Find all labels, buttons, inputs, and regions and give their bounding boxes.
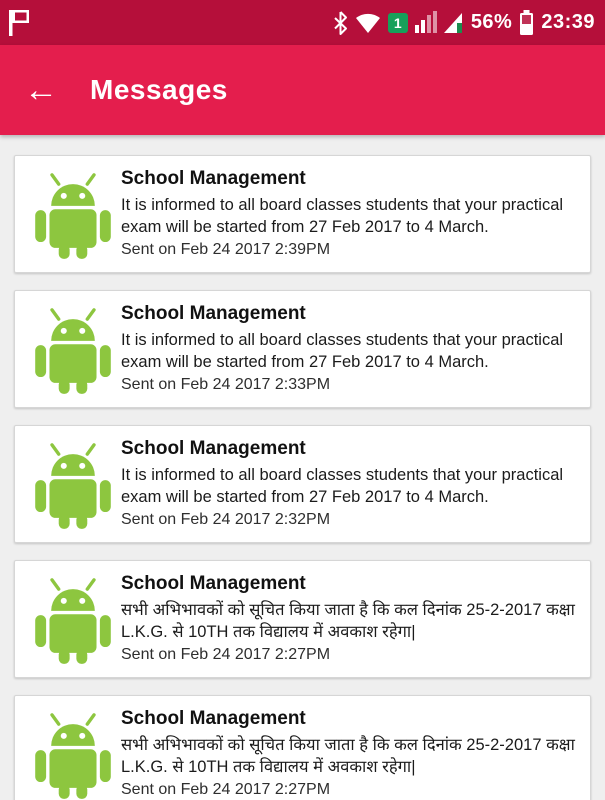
android-robot-icon — [25, 573, 121, 665]
page-title: Messages — [90, 74, 228, 105]
android-robot-icon — [25, 438, 121, 530]
message-body: सभी अभिभावकों को सूचित किया जाता है कि कल दिनांक 25-2-2017 कक्षा L.K.G. से 10TH तक विद्यालय में अवकाश रहेगा| — [121, 736, 575, 777]
message-card[interactable] — [14, 155, 591, 273]
message-body: सभी अभिभावकों को सूचित किया जाता है कि कल दिनांक 25-2-2017 कक्षा L.K.G. से 10TH तक विद्यालय में अवकाश रहेगा| — [121, 601, 575, 642]
message-list — [0, 135, 605, 800]
message-sent-timestamp: Sent on Feb 24 2017 2:32PM — [121, 511, 331, 529]
message-title: School Management — [121, 438, 306, 459]
message-body: It is informed to all board classes students that your practical exam will be started from 27 Feb 2017 to 4 March. — [121, 331, 564, 372]
flag-icon — [6, 8, 32, 38]
wifi-icon — [355, 12, 381, 34]
message-title: School Management — [121, 168, 306, 189]
android-robot-icon — [25, 168, 121, 260]
message-body: It is informed to all board classes students that your practical exam will be started from 27 Feb 2017 to 4 March. — [121, 196, 564, 237]
message-card[interactable] — [14, 695, 591, 800]
message-card[interactable] — [14, 290, 591, 408]
message-card[interactable] — [14, 425, 591, 543]
signal-bars-icon — [415, 11, 437, 35]
battery-icon — [519, 10, 534, 36]
signal-bars-2-icon — [444, 11, 464, 35]
android-robot-icon — [25, 303, 121, 395]
message-title: School Management — [121, 573, 306, 594]
message-sent-timestamp: Sent on Feb 24 2017 2:27PM — [121, 646, 331, 664]
android-robot-icon — [25, 708, 121, 800]
message-body: It is informed to all board classes students that your practical exam will be started from 27 Feb 2017 to 4 March. — [121, 466, 564, 507]
message-sent-timestamp: Sent on Feb 24 2017 2:33PM — [121, 376, 331, 394]
clock-time: 23:39 — [541, 11, 595, 33]
back-button[interactable]: ← — [24, 71, 58, 109]
bluetooth-icon — [333, 11, 348, 35]
battery-percent: 56% — [470, 11, 513, 33]
app-bar — [0, 45, 605, 135]
message-title: School Management — [121, 303, 306, 324]
sim-badge: 1 — [388, 13, 408, 33]
status-bar — [0, 0, 605, 45]
message-sent-timestamp: Sent on Feb 24 2017 2:39PM — [121, 241, 331, 259]
message-title: School Management — [121, 708, 306, 729]
message-card[interactable] — [14, 560, 591, 678]
message-sent-timestamp: Sent on Feb 24 2017 2:27PM — [121, 781, 331, 799]
